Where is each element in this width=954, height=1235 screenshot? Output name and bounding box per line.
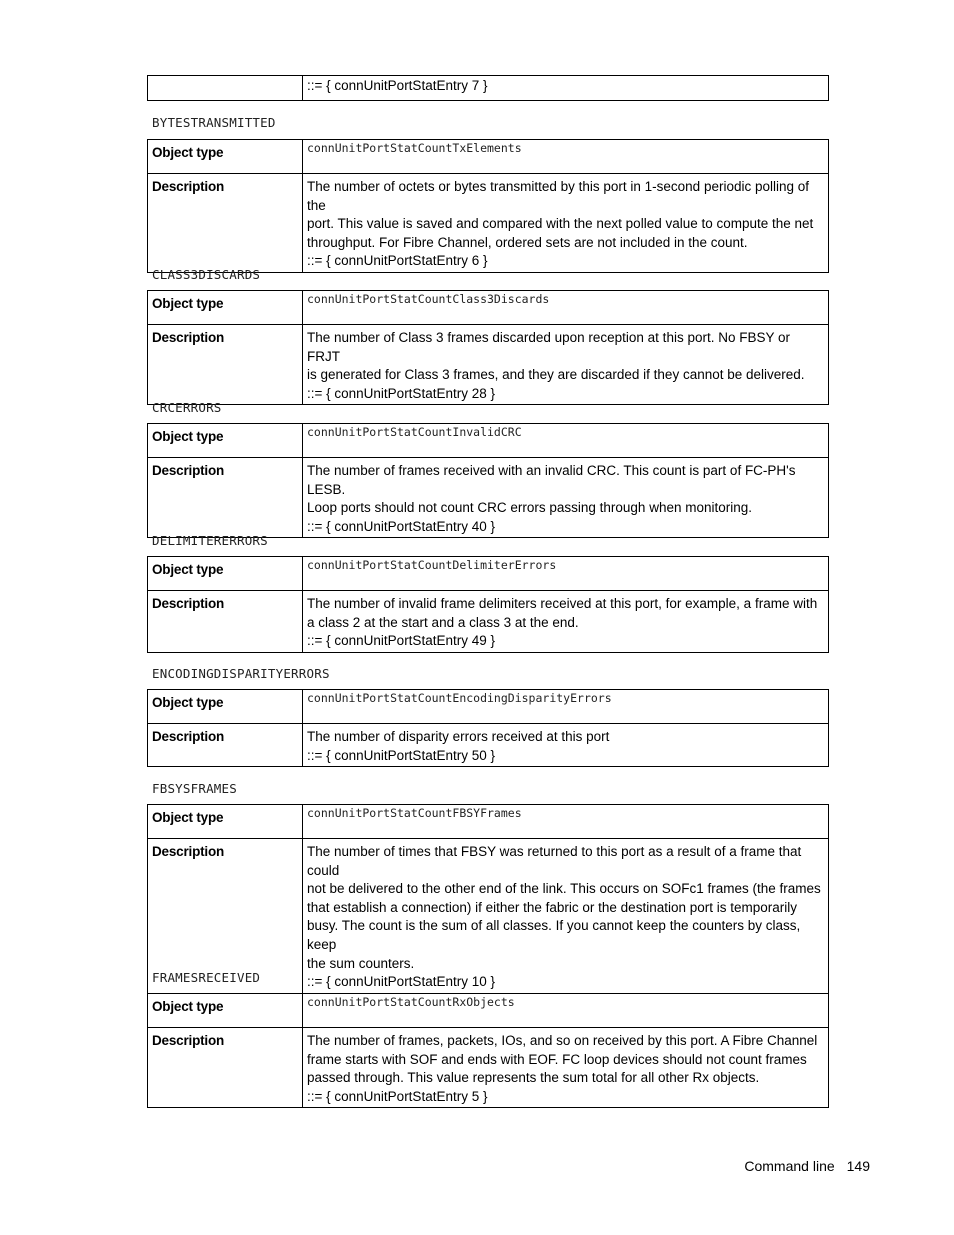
- object-type-row: [148, 424, 829, 458]
- description-row: [148, 724, 829, 767]
- description-label: Description: [148, 1028, 303, 1108]
- object-type-value: connUnitPortStatCountInvalidCRC: [303, 424, 829, 458]
- description-value: [303, 174, 829, 273]
- description-line: The number of frames, packets, IOs, and so on received by this port. A Fibre Channel: [307, 1033, 818, 1048]
- section-heading: FBSYSFRAMES: [152, 781, 237, 796]
- description-line: is generated for Class 3 frames, and they are discarded if they cannot be delivered.: [307, 367, 805, 383]
- description-label: Description: [148, 724, 303, 767]
- row-label: [148, 76, 303, 101]
- description-line: The number of octets or bytes transmitted by this port in 1-second periodic polling of the: [307, 179, 810, 213]
- description-line: ::= { connUnitPortStatEntry 6 }: [307, 253, 488, 269]
- object-type-value: connUnitPortStatCountEncodingDisparityErrors: [303, 690, 829, 724]
- row-value: ::= { connUnitPortStatEntry 7 }: [303, 76, 829, 101]
- mib-object-table: [147, 993, 829, 1108]
- description-line: busy. The count is the sum of all classes. If you cannot keep the counters by class, keep: [307, 918, 801, 952]
- table-row: [148, 76, 829, 101]
- object-type-row: [148, 140, 829, 174]
- description-value: [303, 839, 829, 994]
- section-heading: BYTESTRANSMITTED: [152, 115, 276, 130]
- description-line: The number of frames received with an invalid CRC. This count is part of FC-PH's LESB.: [307, 463, 796, 497]
- object-type-value: connUnitPortStatCountTxElements: [303, 140, 829, 174]
- mib-object-table: [147, 556, 829, 653]
- object-type-label: Object type: [148, 557, 303, 591]
- object-type-label: Object type: [148, 690, 303, 724]
- object-type-row: [148, 805, 829, 839]
- description-line: throughput. For Fibre Channel, ordered sets are not included in the count.: [307, 234, 748, 250]
- description-row: [148, 458, 829, 538]
- description-line: ::= { connUnitPortStatEntry 40 }: [307, 518, 495, 534]
- description-line: The number of times that FBSY was returned to this port as a result of a frame that could: [307, 844, 802, 878]
- mib-object-table: [147, 804, 829, 994]
- mib-object-table: [147, 290, 829, 405]
- description-value: [303, 458, 829, 538]
- object-type-label: Object type: [148, 291, 303, 325]
- description-line: the sum counters.: [307, 955, 415, 971]
- section-heading: CRCERRORS: [152, 400, 222, 415]
- description-row: [148, 325, 829, 405]
- continued-table: [147, 75, 829, 101]
- description-line: ::= { connUnitPortStatEntry 10 }: [307, 974, 495, 990]
- description-line: that establish a connection) if either the fabric or the destination port is temporarily: [307, 899, 798, 915]
- description-value: [303, 1028, 829, 1108]
- description-line: ::= { connUnitPortStatEntry 5 }: [307, 1088, 488, 1104]
- description-value: [303, 591, 829, 653]
- object-type-label: Object type: [148, 140, 303, 174]
- page-footer: [744, 1158, 870, 1174]
- description-line: a class 2 at the start and a class 3 at the end.: [307, 614, 579, 630]
- object-type-value: connUnitPortStatCountRxObjects: [303, 994, 829, 1028]
- description-row: [148, 591, 829, 653]
- description-value: [303, 325, 829, 405]
- footer-text: Command line: [744, 1158, 835, 1174]
- mib-object-table: [147, 689, 829, 767]
- description-row: [148, 1028, 829, 1108]
- description-label: Description: [148, 839, 303, 994]
- description-row: [148, 174, 829, 273]
- description-label: Description: [148, 458, 303, 538]
- description-line: The number of invalid frame delimiters received at this port, for example, a frame with: [307, 596, 818, 611]
- description-line: ::= { connUnitPortStatEntry 28 }: [307, 385, 495, 401]
- description-label: Description: [148, 325, 303, 405]
- page-number: 149: [846, 1158, 870, 1174]
- object-type-value: connUnitPortStatCountFBSYFrames: [303, 805, 829, 839]
- description-line: ::= { connUnitPortStatEntry 49 }: [307, 633, 495, 649]
- object-type-row: [148, 291, 829, 325]
- object-type-label: Object type: [148, 424, 303, 458]
- object-type-label: Object type: [148, 805, 303, 839]
- object-type-row: [148, 690, 829, 724]
- description-line: frame starts with SOF and ends with EOF. FC loop devices should not count frames: [307, 1051, 807, 1067]
- object-type-value: connUnitPortStatCountDelimiterErrors: [303, 557, 829, 591]
- object-type-value: connUnitPortStatCountClass3Discards: [303, 291, 829, 325]
- object-type-row: [148, 994, 829, 1028]
- section-heading: CLASS3DISCARDS: [152, 267, 261, 282]
- object-type-row: [148, 557, 829, 591]
- description-line: port. This value is saved and compared with the next polled value to compute the net: [307, 216, 814, 232]
- description-line: The number of disparity errors received at this port: [307, 729, 610, 744]
- object-type-label: Object type: [148, 994, 303, 1028]
- description-line: passed through. This value represents the sum total for all other Rx objects.: [307, 1070, 760, 1086]
- description-label: Description: [148, 591, 303, 653]
- description-line: ::= { connUnitPortStatEntry 50 }: [307, 747, 495, 763]
- section-heading: DELIMITERERRORS: [152, 533, 268, 548]
- section-heading: FRAMESRECEIVED: [152, 970, 261, 985]
- mib-object-table: [147, 139, 829, 273]
- section-heading: ENCODINGDISPARITYERRORS: [152, 666, 330, 681]
- description-line: The number of Class 3 frames discarded upon reception at this port. No FBSY or FRJT: [307, 330, 790, 364]
- description-line: not be delivered to the other end of the link. This occurs on SOFc1 frames (the frames: [307, 881, 821, 897]
- description-label: Description: [148, 174, 303, 273]
- mib-object-table: [147, 423, 829, 538]
- description-line: Loop ports should not count CRC errors passing through when monitoring.: [307, 500, 752, 516]
- description-value: [303, 724, 829, 767]
